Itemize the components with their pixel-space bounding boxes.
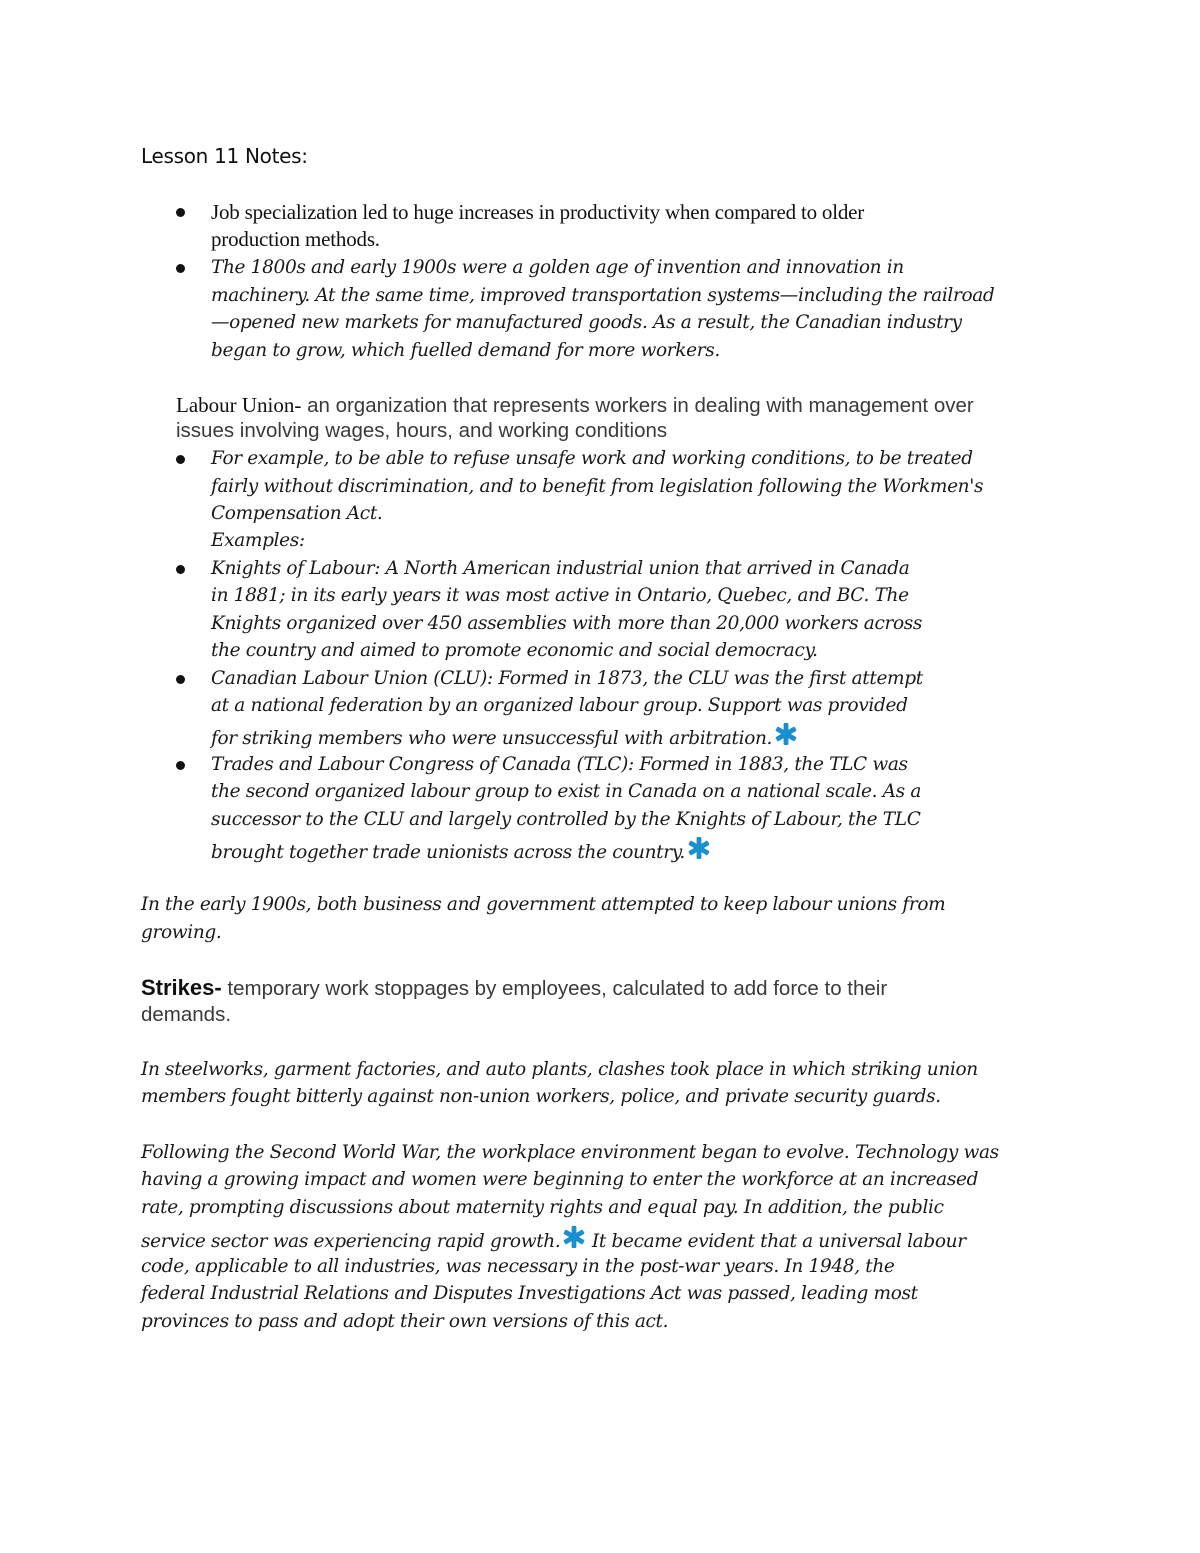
- bullet-text-line: production methods.: [211, 227, 380, 251]
- bullet-text-line: successor to the CLU and largely controlled by the Knights of Labour, the TLC: [211, 809, 921, 830]
- bullet-text-segment: for striking members who were unsuccessful with arbitration.: [211, 728, 773, 749]
- star-icon: [774, 722, 798, 746]
- paragraph-segment: service sector was experiencing rapid growth.: [141, 1231, 561, 1252]
- bullet-text-line: Job specialization led to huge increases in productivity when compared to older: [211, 200, 865, 224]
- bullet-text-line: [211, 722, 798, 753]
- labour-union-term: Labour Union-: [176, 393, 302, 417]
- bullet-text-line: [211, 836, 711, 867]
- star-icon: [687, 836, 711, 860]
- paragraph-line: Following the Second World War, the workplace environment began to evolve. Technology was: [141, 1142, 999, 1163]
- bullet-text-line: Trades and Labour Congress of Canada (TLC): Formed in 1883, the TLC was: [211, 754, 908, 775]
- paragraph-line: code, applicable to all industries, was necessary in the post-war years. In 1948, the: [141, 1256, 895, 1277]
- bullet-text-line: the second organized labour group to exist in Canada on a national scale. As a: [211, 781, 922, 802]
- bullet-text-segment: brought together trade unionists across the country.: [211, 842, 685, 863]
- strikes-definition-text: temporary work stoppages by employees, calculated to add force to their: [221, 977, 888, 1000]
- paragraph-line: federal Industrial Relations and Disputes Investigations Act was passed, leading most: [141, 1283, 918, 1304]
- bullet-text-line: Compensation Act.: [211, 503, 383, 524]
- labour-union-definition-text: an organization that represents workers in dealing with management over: [301, 394, 974, 417]
- bullet-text-line: began to grow, which fuelled demand for more workers.: [211, 340, 720, 361]
- bullet-icon: [176, 208, 185, 217]
- bullet-text-line: fairly without discrimination, and to benefit from legislation following the Workmen's: [211, 476, 984, 497]
- strikes-definition-line: demands.: [141, 1003, 232, 1026]
- bullet-text-line: Canadian Labour Union (CLU): Formed in 1873, the CLU was the first attempt: [211, 668, 923, 689]
- paragraph-line: growing.: [141, 922, 222, 943]
- paragraph-line: rate, prompting discussions about maternity rights and equal pay. In addition, the public: [141, 1197, 944, 1218]
- paragraph-line: [141, 1225, 966, 1256]
- paragraph-line: members fought bitterly against non-union workers, police, and private security guards.: [141, 1086, 941, 1107]
- bullet-text-line: Examples:: [211, 530, 305, 551]
- bullet-icon: [176, 675, 185, 684]
- bullet-icon: [176, 455, 185, 464]
- bullet-text-line: machinery. At the same time, improved transportation systems—including the railroad: [211, 285, 995, 306]
- paragraph-segment: It became evident that a universal labour: [586, 1231, 966, 1252]
- bullet-icon: [176, 761, 185, 770]
- bullet-text-line: at a national federation by an organized labour group. Support was provided: [211, 695, 908, 716]
- bullet-text-line: Knights of Labour: A North American industrial union that arrived in Canada: [211, 558, 910, 579]
- paragraph-line: In the early 1900s, both business and government attempted to keep labour unions from: [141, 894, 946, 915]
- labour-union-definition-line: issues involving wages, hours, and working conditions: [176, 419, 668, 442]
- bullet-icon: [176, 264, 185, 273]
- bullet-text-line: in 1881; in its early years it was most active in Ontario, Quebec, and BC. The: [211, 585, 909, 606]
- bullet-text-line: the country and aimed to promote economic and social democracy.: [211, 640, 818, 661]
- bullet-text-line: —opened new markets for manufactured goods. As a result, the Canadian industry: [211, 312, 962, 333]
- labour-union-definition: [176, 392, 974, 419]
- paragraph-line: provinces to pass and adopt their own versions of this act.: [141, 1311, 669, 1332]
- bullet-text-line: For example, to be able to refuse unsafe work and working conditions, to be treated: [211, 448, 973, 469]
- page-title: Lesson 11 Notes:: [141, 144, 308, 168]
- bullet-text-line: The 1800s and early 1900s were a golden age of invention and innovation in: [211, 257, 904, 278]
- paragraph-line: In steelworks, garment factories, and auto plants, clashes took place in which striking union: [141, 1059, 978, 1080]
- star-icon: [562, 1225, 586, 1249]
- paragraph-line: having a growing impact and women were beginning to enter the workforce at an increased: [141, 1169, 979, 1190]
- bullet-icon: [176, 565, 185, 574]
- strikes-definition: [141, 975, 887, 1002]
- bullet-text-line: Knights organized over 450 assemblies with more than 20,000 workers across: [211, 613, 923, 634]
- strikes-term: Strikes-: [141, 975, 222, 1000]
